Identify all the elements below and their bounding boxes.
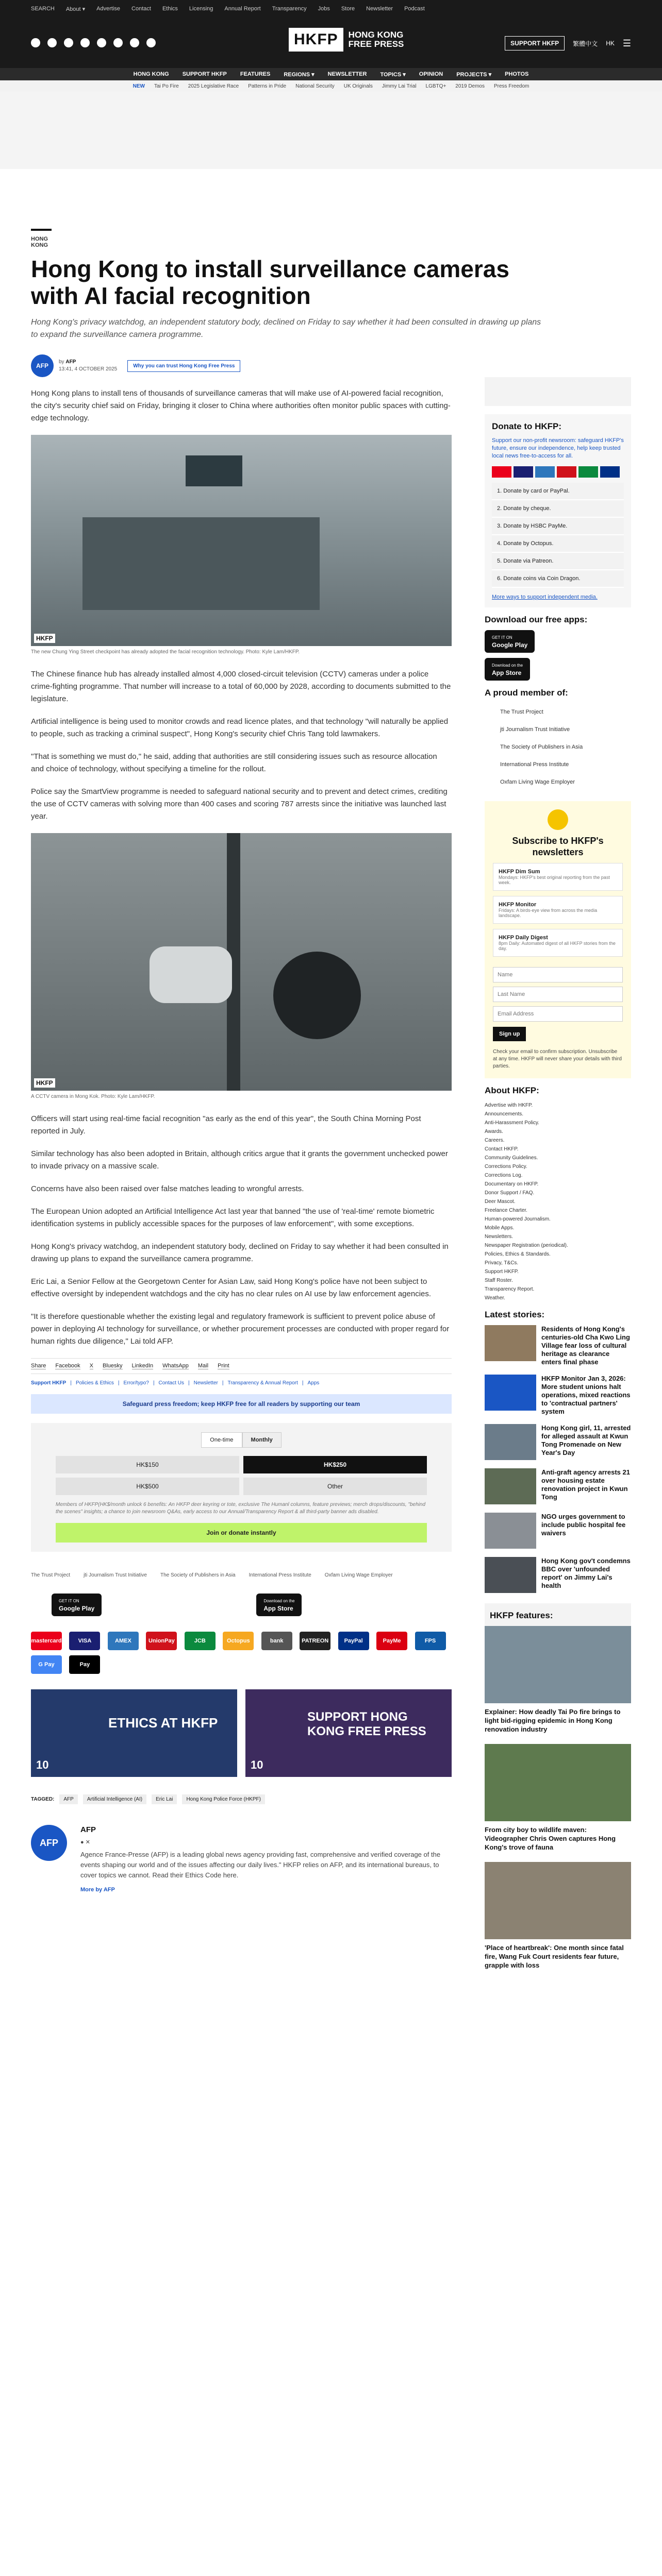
signup-button[interactable]: Sign up [493, 1027, 526, 1041]
about-link[interactable]: Freelance Charter. [485, 1208, 527, 1213]
sidebar-title: A proud member of: [485, 688, 568, 698]
article-body [31, 387, 452, 1895]
paragraph: Eric Lai, a Senior Fellow at the Georgetown Center for Asian Law, said Hong Kong's police have not been subject to effective oversight by independent watchdogs and the city has no clear rules on AI use by law enforcement agencies. [31, 1277, 432, 1298]
story-thumbnail [485, 1468, 536, 1504]
about-link[interactable]: Policies, Ethics & Standards. [485, 1251, 551, 1257]
about-link[interactable]: Privacy, T&Cs. [485, 1260, 519, 1266]
about-link[interactable]: Deer Mascot. [485, 1199, 516, 1205]
trust-project-logo[interactable]: The Trust Project [31, 1572, 71, 1578]
trending-link[interactable]: 2025 Legislative Race [188, 83, 239, 89]
language-link[interactable]: 繁體中文 [573, 40, 598, 47]
donate-box [485, 414, 631, 607]
utility-link[interactable]: About ▾ [65, 6, 86, 12]
publish-date: 13:41, 4 OCTOBER 2025 [59, 366, 118, 372]
sidebar [485, 377, 631, 1980]
content-area [0, 377, 662, 2576]
trending-bar [0, 80, 662, 92]
payment-logo[interactable]: bank [261, 1632, 292, 1650]
share-bar [31, 1358, 452, 1374]
about-link[interactable]: Advertise with HKFP. [485, 1103, 533, 1108]
donate-payment-icons [492, 466, 624, 478]
footer-link[interactable]: Support HKFP [31, 1380, 67, 1386]
share-whatsapp[interactable]: WhatsApp [162, 1363, 189, 1369]
nav-item[interactable]: REGIONS ▾ [284, 71, 315, 78]
feature-story[interactable] [485, 1744, 631, 1852]
about-link[interactable]: Support HKFP. [485, 1269, 519, 1275]
footer-link[interactable]: Apps [307, 1380, 320, 1386]
about-link[interactable]: Donor Support / FAQ. [485, 1190, 535, 1196]
share-linkedin[interactable]: LinkedIn [131, 1363, 154, 1369]
donate-option[interactable]: 4. Donate by Octopus. [492, 535, 624, 553]
badge-label: App Store [263, 1605, 293, 1612]
about-links [485, 1101, 631, 1302]
about-link[interactable]: Documentary on HKFP. [485, 1181, 539, 1187]
author-socials [80, 1837, 452, 1848]
utility-link[interactable]: Newsletter [366, 6, 393, 12]
feature-headline: Explainer: How deadly Tai Po fire brings to light bid-rigging epidemic in Hong Kong renovation industry [485, 1708, 621, 1733]
donate-options [492, 483, 624, 588]
donate-option[interactable]: 2. Donate by cheque. [492, 500, 624, 518]
social-links [31, 38, 156, 47]
checkpoint-photo [31, 435, 452, 646]
trending-link[interactable]: Jimmy Lai Trial [382, 83, 417, 89]
about-link[interactable]: Newspaper Registration (periodical). [485, 1243, 568, 1248]
latest-story[interactable] [485, 1513, 631, 1549]
latest-story[interactable] [485, 1325, 631, 1366]
utility-link[interactable]: Licensing [189, 6, 213, 12]
paragraph: Similar technology has also been adopted in Britain, although critics argue that it grants the government unchecked power to invade privacy on a massive scale. [31, 1149, 448, 1171]
header-actions [505, 36, 631, 50]
donate-option[interactable]: 6. Donate coins via Coin Dragon. [492, 570, 624, 588]
bluesky-icon[interactable] [130, 38, 139, 47]
paragraph: The European Union adopted an Artificial Intelligence Act last year that banned "the use of 'real-time' remote biometric identification systems in publicly accessible spaces for the purposes of law enforcement", with some exceptions. [31, 1207, 435, 1228]
trust-project-logo[interactable]: The Trust Project [500, 709, 543, 715]
latest-story[interactable] [485, 1468, 631, 1504]
camera-shape [150, 946, 232, 1003]
latest-story[interactable] [485, 1424, 631, 1460]
newsletter-name: HKFP Daily Digest [499, 935, 548, 941]
paragraph: Hong Kong's privacy watchdog, an independent statutory body, declined on Friday to say whether it had been consulted in drawing up plans to expand the surveillance camera programme. [31, 1242, 449, 1263]
ethics-promo[interactable] [31, 1689, 237, 1777]
support-button[interactable]: SUPPORT HKFP [505, 36, 565, 50]
visa-icon [514, 466, 533, 478]
tag-link[interactable]: Artificial Intelligence (AI) [83, 1794, 146, 1804]
author-box [31, 1825, 452, 1895]
promo-title: ETHICS AT HKFP [108, 1715, 218, 1731]
trending-link[interactable]: LGBTQ+ [425, 83, 446, 89]
app-store-badge[interactable] [485, 658, 530, 681]
about-link[interactable]: Human-powered Journalism. [485, 1216, 551, 1222]
promo-title: SUPPORT HONG KONG FREE PRESS [307, 1710, 426, 1738]
paragraph: Concerns have also been raised over false matches leading to wrongful arrests. [31, 1184, 304, 1193]
story-thumbnail [485, 1557, 536, 1593]
cctv-photo [31, 833, 452, 1091]
screen-shape [186, 455, 242, 486]
tab-one-time[interactable]: One-time [201, 1432, 242, 1448]
deer-mascot-icon [548, 809, 568, 830]
story-headline: NGO urges government to include public hospital fee waivers [541, 1513, 626, 1537]
newsletter-option[interactable] [493, 896, 623, 924]
utility-link[interactable]: Advertise [96, 6, 121, 12]
payment-logo[interactable]: G Pay [31, 1655, 62, 1674]
linkedin-icon[interactable] [97, 38, 106, 47]
hkfp-watermark: HKFP [34, 1078, 55, 1088]
facebook-icon[interactable] [31, 38, 40, 47]
feature-stories [485, 1626, 631, 1970]
share-print[interactable]: Print [218, 1363, 229, 1369]
jti-logo[interactable]: jti Journalism Trust Initiative [84, 1572, 147, 1578]
donate-frequency [41, 1432, 441, 1448]
utility-link[interactable]: Transparency [272, 6, 307, 12]
about-link[interactable]: Careers. [485, 1138, 505, 1143]
newsletter-name: HKFP Dim Sum [499, 869, 540, 875]
email-field[interactable]: Email Address [493, 1006, 623, 1022]
utility-link[interactable]: Contact [131, 6, 151, 12]
trending-link[interactable]: National Security [295, 83, 335, 89]
nav-item[interactable]: SUPPORT HKFP [182, 71, 227, 77]
x-icon[interactable] [47, 38, 57, 47]
sopa-logo[interactable]: The Society of Publishers in Asia [160, 1572, 236, 1578]
share-x[interactable]: X [89, 1363, 94, 1369]
divider: | [188, 1380, 190, 1386]
rss-icon[interactable] [146, 38, 156, 47]
about-link[interactable]: Corrections Policy. [485, 1164, 527, 1170]
newsletter-note: Check your email to confirm subscription. Unsubscribe at any time. HKFP will never share your details with third parties. [493, 1049, 622, 1069]
newsletter-desc: Mondays: HKFP's best original reporting from the past week. [499, 875, 610, 885]
story-headline: Residents of Hong Kong's centuries-old Cha Kwo Ling Village fear loss of cultural heritage as clearance enters final phase [541, 1325, 630, 1366]
donate-option[interactable]: 3. Donate by HSBC PayMe. [492, 518, 624, 535]
divider: | [302, 1380, 304, 1386]
nav-item[interactable]: PHOTOS [505, 71, 529, 77]
author-bio: Agence France-Presse (AFP) is a leading global news agency providing fast, comprehensive and verified coverage of the events shaping our world and of the issues affecting our daily lives." HKFP relies on AFP, and its international bureaus, to cover topics we cannot. Read their Ethics Code here. [80, 1851, 441, 1879]
author-name[interactable]: AFP [65, 359, 76, 365]
payment-logo[interactable]: VISA [69, 1632, 100, 1650]
site-header [0, 18, 662, 68]
author-logo[interactable]: AFP [31, 1825, 67, 1861]
promo-banners [31, 1689, 452, 1777]
about-link[interactable]: Community Guidelines. [485, 1155, 538, 1161]
threads-icon[interactable] [113, 38, 123, 47]
utility-bar [0, 0, 662, 18]
payment-logo[interactable]: PayPal [338, 1632, 369, 1650]
badge-small: GET IT ON [59, 1599, 79, 1603]
amount-option[interactable]: HK$500 [56, 1478, 239, 1495]
join-donate-button[interactable]: Join or donate instantly [56, 1523, 427, 1543]
nav-item[interactable]: FEATURES [240, 71, 271, 77]
trending-link[interactable]: 2019 Demos [455, 83, 485, 89]
feature-image [485, 1626, 631, 1703]
oxfam-logo[interactable]: Oxfam Living Wage Employer [324, 1572, 393, 1578]
donate-intro[interactable]: Support our non-profit newsroom: safeguard HKFP's future, ensure our independence, help keep trusted local news free-to-access for all. [492, 437, 624, 459]
footer-link[interactable]: Newsletter [193, 1380, 218, 1386]
paragraph: Police say the SmartView programme is needed to safeguard national security and to prevent and detect crimes, crediting the use of CCTV cameras with solving more than 400 cases and scoring 787 arrests since the initiative was launched last year. [31, 787, 448, 821]
promo-number: 10 [36, 1758, 49, 1771]
latest-story[interactable] [485, 1375, 631, 1416]
nav-item[interactable]: NEWSLETTER [327, 71, 367, 77]
ad-space [0, 92, 662, 169]
author-info [80, 1825, 452, 1895]
x-icon[interactable]: ✕ [85, 1839, 90, 1845]
tags-label: TAGGED: [31, 1797, 55, 1802]
newsletter-title: Subscribe to HKFP's newsletters [512, 836, 604, 857]
unionpay-icon [557, 466, 576, 478]
divider: | [222, 1380, 224, 1386]
about-link[interactable]: Awards. [485, 1129, 503, 1134]
menu-icon[interactable]: ☰ [622, 38, 631, 48]
feature-story[interactable] [485, 1862, 631, 1970]
badge-small: GET IT ON [492, 635, 512, 640]
ipi-logo[interactable]: International Press Institute [500, 761, 569, 768]
utility-link[interactable]: Podcast [404, 6, 425, 12]
footer-link[interactable]: Contact Us [158, 1380, 185, 1386]
donate-amounts [56, 1456, 427, 1495]
story-thumbnail [485, 1424, 536, 1460]
nav-item[interactable]: HONG KONG [133, 71, 169, 77]
tag-link[interactable]: Eric Lai [152, 1794, 177, 1804]
story-thumbnail [485, 1325, 536, 1361]
divider: | [153, 1380, 155, 1386]
feature-headline: From city boy to wildlife maven: Videographer Chris Owen captures Hong Kong's trove of fauna [485, 1826, 616, 1851]
payment-logo[interactable]: Pay [69, 1655, 100, 1674]
utility-link[interactable]: Store [341, 6, 355, 12]
youtube-icon[interactable] [80, 38, 90, 47]
photo-caption: A CCTV camera in Mong Kok. Photo: Kyle Lam/HKFP. [31, 1094, 155, 1099]
article-dek: Hong Kong's privacy watchdog, an independent statutory body, declined on Friday to say whether it had been consulted in drawing up plans to expand the surveillance camera programme. [31, 318, 541, 339]
newsletter-desc: 8pm Daily: Automated digest of all HKFP stories from the day. [499, 941, 616, 951]
article-category[interactable]: HONG KONG [31, 229, 52, 248]
divider: | [70, 1380, 72, 1386]
footer-link[interactable]: Error/typo? [123, 1380, 149, 1386]
gate-shape [82, 517, 320, 610]
utility-link[interactable]: SEARCH [31, 6, 55, 12]
trending-label: NEW [133, 83, 145, 89]
nav-item[interactable]: OPINION [419, 71, 443, 77]
payment-logo[interactable]: PayMe [376, 1632, 407, 1650]
by-label: by [59, 359, 64, 365]
amex-icon [535, 466, 555, 478]
paragraph: The Chinese finance hub has already installed almost 4,000 closed-circuit television (CCTV) cameras under a police crime-fighting programme. That number will increase to a total of 60,000 by 2028, according to documents submitted to the legislature. [31, 670, 451, 703]
ipi-logo[interactable]: International Press Institute [249, 1572, 311, 1578]
member-logos [485, 703, 631, 791]
article-tags [31, 1794, 452, 1804]
more-ways-link[interactable]: More ways to support independent media. [492, 594, 598, 600]
main-nav [0, 68, 662, 80]
utility-link[interactable]: Ethics [162, 6, 178, 12]
payment-logo[interactable]: FPS [415, 1632, 446, 1650]
latest-stories [485, 1325, 631, 1593]
feature-story[interactable] [485, 1626, 631, 1734]
byline-meta [59, 359, 117, 373]
member-benefits-note: Members of HKFP(HK$/month unlock 6 benefits: An HKFP deer keyring or tote, exclusive The Humanl columns, feature previews; merch drops/discounts, "behind the scenes" insights; a chance to join newsroom Q&As, early access to our Annual/Transparency Report & all third-party banner ads disabled. [56, 1502, 426, 1515]
article-head [0, 229, 662, 377]
footer-link[interactable]: Transparency & Annual Report [227, 1380, 298, 1386]
logo-text: HONG KONG FREE PRESS [348, 30, 404, 49]
about-link[interactable]: Anti-Harassment Policy. [485, 1120, 539, 1126]
trending-link[interactable]: Tai Po Fire [154, 83, 179, 89]
amount-option[interactable]: Other [243, 1478, 427, 1495]
about-link[interactable]: Mobile Apps. [485, 1225, 515, 1231]
share-bluesky[interactable]: Bluesky [103, 1363, 123, 1369]
payment-logo[interactable]: PATREON [300, 1632, 330, 1650]
payment-logo[interactable]: AMEX [108, 1632, 139, 1650]
sidebar-title: Latest stories: [485, 1310, 545, 1319]
paragraph: "That is something we must do," he said, adding that authorities are still considering issues such as resource allocation and choice of technology, without specifying a timeline for the rollout. [31, 752, 437, 773]
trust-link[interactable]: Why you can trust Hong Kong Free Press [127, 360, 240, 372]
app-store-badge[interactable] [256, 1594, 302, 1616]
trending-link[interactable]: Press Freedom [494, 83, 529, 89]
payment-logo[interactable]: Octopus [223, 1632, 254, 1650]
about-link[interactable]: Contact HKFP. [485, 1146, 519, 1152]
newsletter-option[interactable] [493, 929, 623, 957]
paypal-icon [600, 466, 620, 478]
region-link[interactable]: HK [606, 40, 615, 47]
sidebar-title: About HKFP: [485, 1086, 539, 1095]
about-link[interactable]: Newsletters. [485, 1234, 514, 1240]
paragraph: Artificial intelligence is being used to monitor crowds and read licence plates, and that technology "will naturally be applied to people, such as tracking a criminal suspect", Hong Kong's security chief Chris Tang told lawmakers. [31, 717, 449, 738]
story-headline: HKFP Monitor Jan 3, 2026: More student unions halt operations, mixed reactions to 'contractual partners' system [541, 1375, 631, 1415]
partner-logos [31, 1572, 452, 1578]
jcb-icon [578, 466, 598, 478]
tab-monthly[interactable]: Monthly [242, 1432, 282, 1448]
footer-link[interactable]: Policies & Ethics [75, 1380, 114, 1386]
share-mail[interactable]: Mail [197, 1363, 209, 1369]
tag-link[interactable]: Hong Kong Police Force (HKPF) [182, 1794, 265, 1804]
newsletter-name: HKFP Monitor [499, 902, 537, 908]
badge-small: Download on the [492, 663, 523, 668]
badge-label: Google Play [59, 1605, 95, 1612]
nav-item[interactable]: PROJECTS ▾ [456, 71, 492, 78]
paragraph: "It is therefore questionable whether the existing legal and regulatory framework is sufficient to prevent police abuse of power in deploying AI technology for surveillance, or whether procurement processes are conducted with proper regard for human rights due diligence," Lai told AFP. [31, 1312, 450, 1346]
trending-link[interactable]: UK Originals [343, 83, 373, 89]
sidebar-title: Donate to HKFP: [492, 421, 562, 431]
promo-number: 10 [251, 1758, 263, 1771]
donate-banner[interactable]: Safeguard press freedom; keep HKFP free for all readers by supporting our team [31, 1394, 452, 1414]
donate-option[interactable]: 5. Donate via Patreon. [492, 553, 624, 570]
share-label: Share [31, 1363, 46, 1369]
divider: | [118, 1380, 120, 1386]
about-link[interactable]: Announcements. [485, 1111, 524, 1117]
sidebar-ad [485, 377, 631, 406]
google-play-badge[interactable] [485, 630, 535, 653]
paragraph: Hong Kong plans to install tens of thousands of surveillance cameras that will make use of AI-powered facial recognition, the city's security chief said on Friday, bringing it closer to China where authorities often monitor public spaces with cutting-edge technology. [31, 389, 451, 422]
amount-option-selected[interactable]: HK$250 [243, 1456, 427, 1473]
tag-link[interactable]: AFP [59, 1794, 77, 1804]
story-thumbnail [485, 1513, 536, 1549]
about-link[interactable]: Staff Roster. [485, 1278, 513, 1283]
trending-link[interactable]: Patterns in Pride [248, 83, 287, 89]
app-badges [31, 1594, 452, 1616]
payment-methods [31, 1632, 452, 1679]
latest-story[interactable] [485, 1557, 631, 1593]
photo-caption: The new Chung Ying Street checkpoint has already adopted the facial recognition technology. Photo: Kyle Lam/HKFP. [31, 649, 300, 655]
support-promo[interactable] [245, 1689, 452, 1777]
facebook-icon[interactable]: ● [80, 1839, 84, 1845]
donate-option[interactable]: 1. Donate by card or PayPal. [492, 483, 624, 500]
article-footer-links [31, 1380, 452, 1386]
name-field[interactable]: Name [493, 967, 623, 982]
badge-small: Download on the [263, 1599, 295, 1603]
story-headline: Hong Kong girl, 11, arrested for alleged assault at Kwun Tong Promenade on New Year's Day [541, 1424, 631, 1456]
about-link[interactable]: Corrections Log. [485, 1173, 523, 1178]
article-title: Hong Kong to install surveillance cameras with AI facial recognition [31, 256, 509, 309]
sidebar-title: HKFP features: [485, 1603, 631, 1626]
about-link[interactable]: Transparency Report. [485, 1286, 535, 1292]
story-headline: Anti-graft agency arrests 21 over housing estate renovation project in Kwun Tong [541, 1468, 630, 1501]
badge-label: App Store [492, 669, 522, 676]
payment-logo[interactable]: UnionPay [146, 1632, 177, 1650]
dome-camera-shape [273, 952, 361, 1039]
utility-link[interactable]: Annual Report [224, 6, 261, 12]
google-play-badge[interactable] [52, 1594, 102, 1616]
newsletter-option[interactable] [493, 863, 623, 891]
about-link[interactable]: Weather. [485, 1295, 505, 1301]
author-avatar[interactable]: AFP [31, 354, 54, 377]
paragraph: Officers will start using real-time facial recognition "as early as the end of this year", the South China Morning Post reported in July. [31, 1114, 421, 1136]
sopa-logo[interactable]: The Society of Publishers in Asia [500, 744, 583, 750]
mastercard-icon [492, 466, 511, 478]
badge-label: Google Play [492, 641, 528, 649]
nav-item[interactable]: TOPICS ▾ [380, 71, 406, 78]
newsletter-desc: Fridays: A birds-eye view from across the media landscape. [499, 908, 598, 918]
last-name-field[interactable]: Last Name [493, 987, 623, 1002]
story-thumbnail [485, 1375, 536, 1411]
feature-headline: 'Place of heartbreak': One month since fatal fire, Wang Fuk Court residents fear future, grapple with loss [485, 1944, 624, 1969]
oxfam-logo[interactable]: Oxfam Living Wage Employer [500, 779, 575, 785]
story-headline: Hong Kong gov't condemns BBC over 'unfounded report' on Jimmy Lai's health [541, 1557, 631, 1589]
site-logo[interactable] [289, 28, 405, 52]
byline [31, 354, 631, 377]
share-facebook[interactable]: Facebook [55, 1363, 80, 1369]
feature-image [485, 1744, 631, 1821]
jti-logo[interactable]: jti Journalism Trust Initiative [500, 726, 570, 733]
author-box-name[interactable]: AFP [80, 1825, 96, 1834]
newsletter-box [485, 801, 631, 1078]
amount-option[interactable]: HK$150 [56, 1456, 239, 1473]
instagram-icon[interactable] [64, 38, 73, 47]
payment-logo[interactable]: JCB [185, 1632, 216, 1650]
more-by-author-link[interactable]: More by AFP [80, 1887, 115, 1893]
donate-widget [31, 1423, 452, 1552]
utility-link[interactable]: Jobs [318, 6, 330, 12]
sidebar-title: Download our free apps: [485, 615, 588, 624]
feature-image [485, 1862, 631, 1939]
payment-logo[interactable]: mastercard [31, 1632, 62, 1650]
hkfp-watermark: HKFP [34, 634, 55, 643]
logo-mark: HKFP [289, 28, 343, 52]
